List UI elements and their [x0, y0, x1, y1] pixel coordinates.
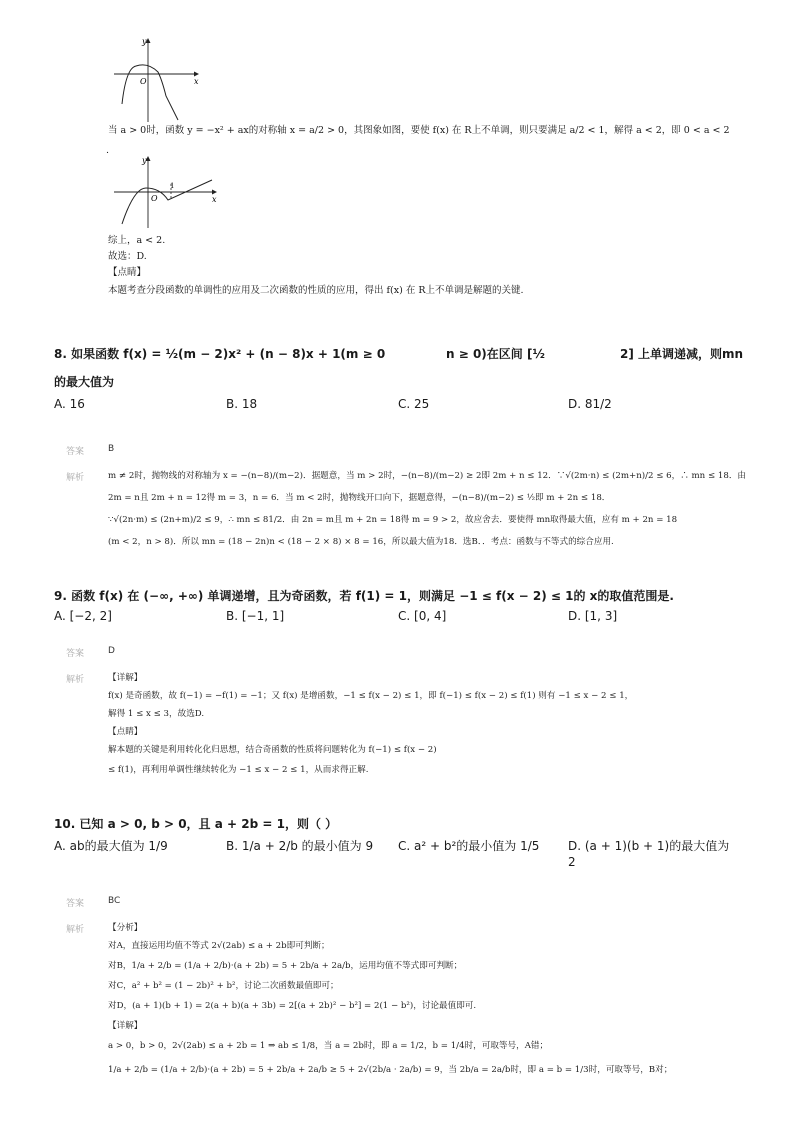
stray-dot: . [106, 145, 110, 156]
y-axis-label-2: y [142, 156, 147, 165]
q9-stem: 9. 函数 f(x) 在 (−∞, +∞) 单调递增，且为奇函数，若 f(1) = 1，则满足 −1 ≤ f(x − 2) ≤ 1的 x的取值范围是. [54, 589, 674, 603]
q9-dianjing-line-2: ≤ f(1)，再利用单调性继续转化为 −1 ≤ x − 2 ≤ 1，从而求得正解. [108, 765, 369, 775]
q10-detail-line-1: a > 0，b > 0，2√(2ab) ≤ a + 2b = 1 ⇒ ab ≤ 1/8，当 a = 2b时，即 a = 1/2，b = 1/4时，可取等号，A错； [108, 1041, 549, 1051]
q9-option-d[interactable]: D. [1, 3] [568, 609, 618, 623]
parabola-graph-1 [108, 34, 204, 126]
q10-fenxi-line-3: 对C，a² + b² = (1 − 2b)² + b²，讨论二次函数最值即可； [108, 981, 339, 991]
q8-analysis-line-4: (m < 2，n > 8)．所以 mn = (18 − 2n)n < (18 − 2 × 8) × 8 = 16，所以最大值为18．选B．．考点：函数与不等式的综合应用. [108, 537, 614, 547]
q8-analysis-line-3: ∵√(2n·m) ≤ (2n+m)/2 ≤ 9，∴ mn ≤ 81/2．由 2n = m且 m + 2n = 18得 m = 9 > 2，故应舍去．要使得 mn取得最大值，应有 m + 2n = 18 [108, 515, 678, 525]
q8-analysis-label: 解析 [66, 473, 85, 483]
q9-option-c[interactable]: C. [0, 4] [398, 609, 447, 623]
q9-dianjing-title: 【点睛】 [108, 727, 143, 737]
q8-answer-value: B [108, 444, 115, 454]
q8-stem-part-c: 2] 上单调递减，则mn [620, 347, 744, 361]
q8-option-d[interactable]: D. 81/2 [568, 397, 612, 411]
q10-option-c[interactable]: C. a² + b²的最小值为 1/5 [398, 839, 540, 853]
q10-stem: 10. 已知 a > 0, b > 0，且 a + 2b = 1，则（ ） [54, 817, 338, 831]
q9-detail-line-1: f(x) 是奇函数，故 f(−1) = −f(1) = −1；又 f(x) 是增函数，−1 ≤ f(x − 2) ≤ 1，即 f(−1) ≤ f(x − 2) ≤ f(1) 则有 −1 ≤ x − 2 ≤ 1， [108, 691, 634, 701]
q8-analysis-line-2: 2m = n且 2m + n = 12得 m = 3，n = 6．当 m < 2时，抛物线开口向下，据题意得，−(n−8)/(m−2) ≤ ½即 m + 2n ≤ 18． [108, 493, 611, 503]
q10-answer-value: BC [108, 896, 121, 906]
q8-stem-part-b: n ≥ 0)在区间 [½ [446, 347, 545, 361]
q9-option-b[interactable]: B. [−1, 1] [226, 609, 285, 623]
q10-option-b[interactable]: B. 1/a + 2/b 的最小值为 9 [226, 839, 374, 853]
q10-fenxi-title: 【分析】 [108, 923, 143, 933]
origin-label-2: O [151, 194, 158, 203]
q9-detail-title: 【详解】 [108, 673, 143, 683]
q10-option-d[interactable]: D. (a + 1)(b + 1)的最大值为 2 [568, 839, 730, 869]
q10-detail-title: 【详解】 [108, 1021, 143, 1031]
q8-analysis-line-1: m ≠ 2时，抛物线的对称轴为 x = −(n−8)/(m−2)．据题意，当 m > 2时，−(n−8)/(m−2) ≥ 2即 2m + n ≤ 12．∵√(2m·n) ≤ (2m+n)/2 ≤ 6，∴ mn ≤ 18．由 [108, 471, 747, 481]
q8-answer-label: 答案 [66, 447, 85, 457]
parabola-graph-2 [108, 154, 220, 230]
q9-detail-line-2: 解得 1 ≤ x ≤ 3，故选D. [108, 709, 205, 719]
x-axis-label-2: x [212, 195, 217, 204]
dianjing-title: 【点睛】 [108, 267, 147, 278]
tick-one-label: 1 [170, 182, 175, 190]
y-axis-label: y [142, 37, 147, 46]
q10-fenxi-line-1: 对A，直接运用均值不等式 2√(2ab) ≤ a + 2b即可判断； [108, 941, 330, 951]
case-a-positive-text: 当 a > 0时，函数 y = −x² + ax的对称轴 x = a/2 > 0，其图象如图，要使 f(x) 在 R上不单调，则只要满足 a/2 < 1，解得 a < 2，即 0 < a < 2 [108, 125, 730, 136]
q8-stem-part-a: 8. 如果函数 f(x) = ½(m − 2)x² + (n − 8)x + 1(m ≥ 0 [54, 347, 386, 361]
q10-analysis-label: 解析 [66, 925, 85, 935]
q9-dianjing-line-1: 解本题的关键是利用转化化归思想，结合奇函数的性质将问题转化为 f(−1) ≤ f(x − 2) [108, 745, 437, 755]
q10-fenxi-line-2: 对B，1/a + 2/b = (1/a + 2/b)·(a + 2b) = 5 + 2b/a + 2a/b，运用均值不等式即可判断； [108, 961, 463, 971]
q9-answer-label: 答案 [66, 649, 85, 659]
q9-analysis-label: 解析 [66, 675, 85, 685]
q8-option-a[interactable]: A. 16 [54, 397, 85, 411]
origin-label: O [140, 77, 147, 86]
q10-answer-label: 答案 [66, 899, 85, 909]
x-axis-label: x [194, 77, 199, 86]
q8-stem-part-d: 的最大值为 [54, 375, 115, 389]
q10-detail-line-2: 1/a + 2/b = (1/a + 2/b)·(a + 2b) = 5 + 2b/a + 2a/b ≥ 5 + 2√(2b/a · 2a/b) = 9，当 2b/a = 2a/b时，即 a = b = 1/3时，可取等号，B对； [108, 1065, 673, 1075]
q8-option-c[interactable]: C. 25 [398, 397, 430, 411]
summary-text: 综上，a < 2. [108, 235, 166, 246]
q10-fenxi-line-4: 对D，(a + 1)(b + 1) = 2(a + b)(a + 3b) = 2[(a + 2b)² − b²] = 2(1 − b²)，讨论最值即可. [108, 1001, 477, 1011]
dianjing-text: 本题考查分段函数的单调性的应用及二次函数的性质的应用，得出 f(x) 在 R上不单调是解题的关键. [108, 285, 524, 296]
q9-option-a[interactable]: A. [−2, 2] [54, 609, 112, 623]
choice-text: 故选：D. [108, 251, 147, 262]
q9-answer-value: D [108, 646, 115, 656]
q10-option-a[interactable]: A. ab的最大值为 1/9 [54, 839, 168, 853]
q8-option-b[interactable]: B. 18 [226, 397, 258, 411]
